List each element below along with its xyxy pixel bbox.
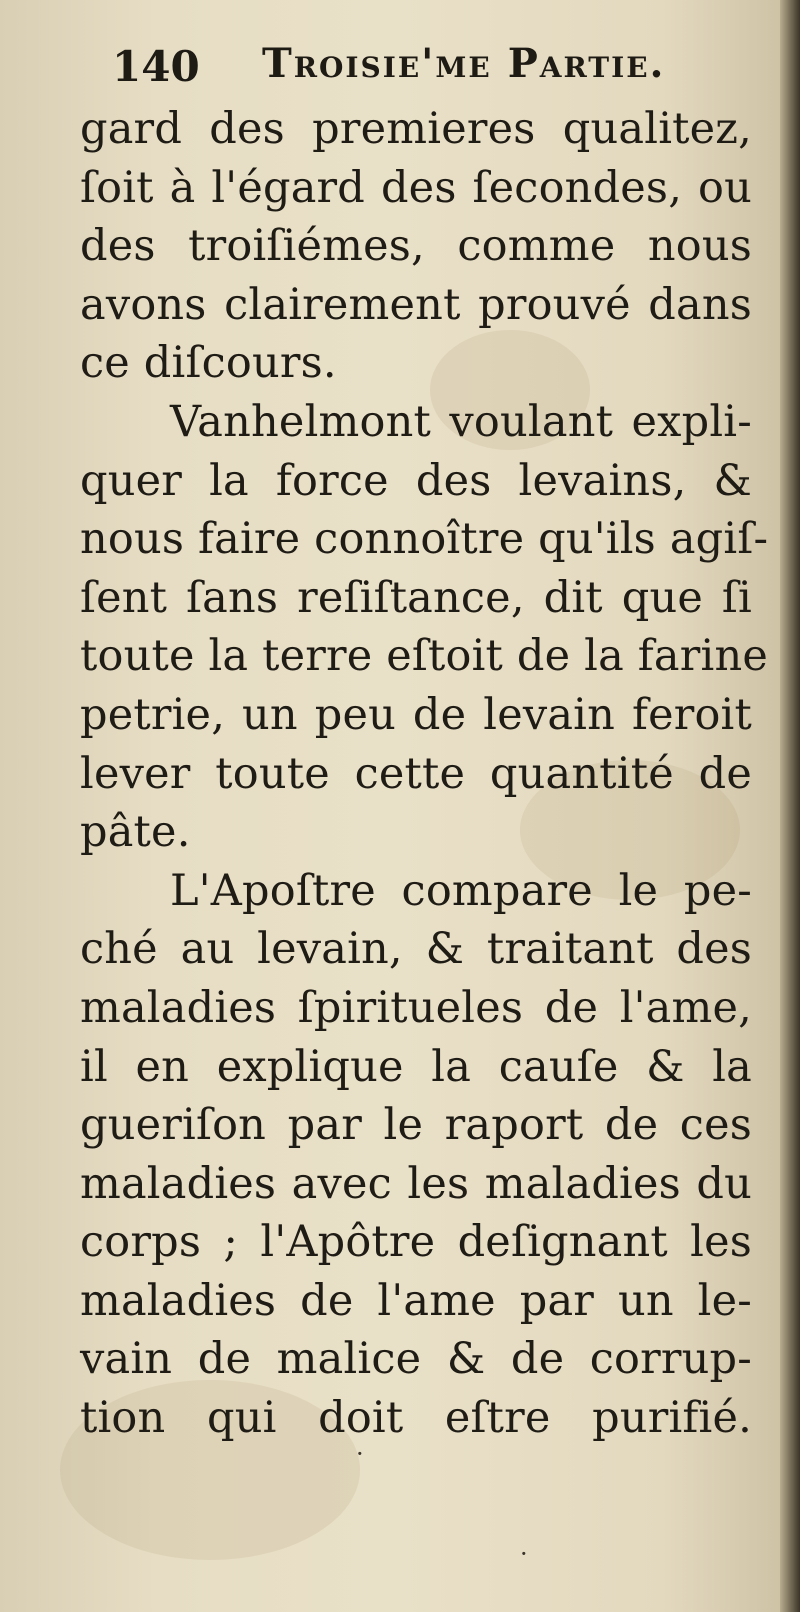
running-title: Troisie'me Partie. — [262, 40, 666, 87]
page-header — [112, 40, 752, 100]
page-number: 140 — [112, 42, 200, 91]
text-line: il en explique la cauſe & la — [80, 1041, 752, 1092]
text-line: ché au levain, & traitant des — [80, 924, 752, 975]
text-line: maladies ſpiritueles de l'ame, — [80, 982, 752, 1033]
page-edge-shadow — [780, 0, 800, 1612]
printer-mark: · — [356, 1440, 364, 1468]
paragraph-first-line: Vanhelmont voulant expli- — [170, 396, 752, 447]
text-line: tion qui doit eſtre purifié. — [80, 1393, 752, 1444]
text-line: ce diſcours. — [80, 338, 337, 389]
paragraph-first-line: L'Apoſtre compare le pe- — [170, 865, 752, 916]
body-text — [80, 100, 769, 1448]
text-line: lever toute cette quantité de — [80, 748, 752, 799]
printer-mark: · — [520, 1540, 528, 1568]
text-line: ſent ſans reſiſtance, dit que ſi — [80, 572, 752, 623]
text-line: avons clairement prouvé dans — [80, 279, 752, 330]
text-line: gueriſon par le raport de ces — [80, 1100, 752, 1151]
text-line: vain de malice & de corrup- — [80, 1334, 752, 1385]
text-line: nous faire connoître qu'ils agiſ- — [80, 514, 769, 565]
text-line: corps ; l'Apôtre deſignant les — [80, 1217, 752, 1268]
text-line: maladies de l'ame par un le- — [80, 1275, 752, 1326]
text-line: petrie, un peu de levain feroit — [80, 689, 752, 740]
text-line: quer la force des levains, & — [80, 455, 752, 506]
text-line: des troiſiémes, comme nous — [80, 221, 752, 272]
text-line: maladies avec les maladies du — [80, 1158, 752, 1209]
text-line: gard des premieres qualitez, — [80, 104, 752, 154]
text-line: toute la terre eſtoit de la farine — [80, 631, 768, 682]
text-line: pâte. — [80, 807, 191, 858]
text-line: ſoit à l'égard des ſecondes, ou — [80, 162, 752, 213]
